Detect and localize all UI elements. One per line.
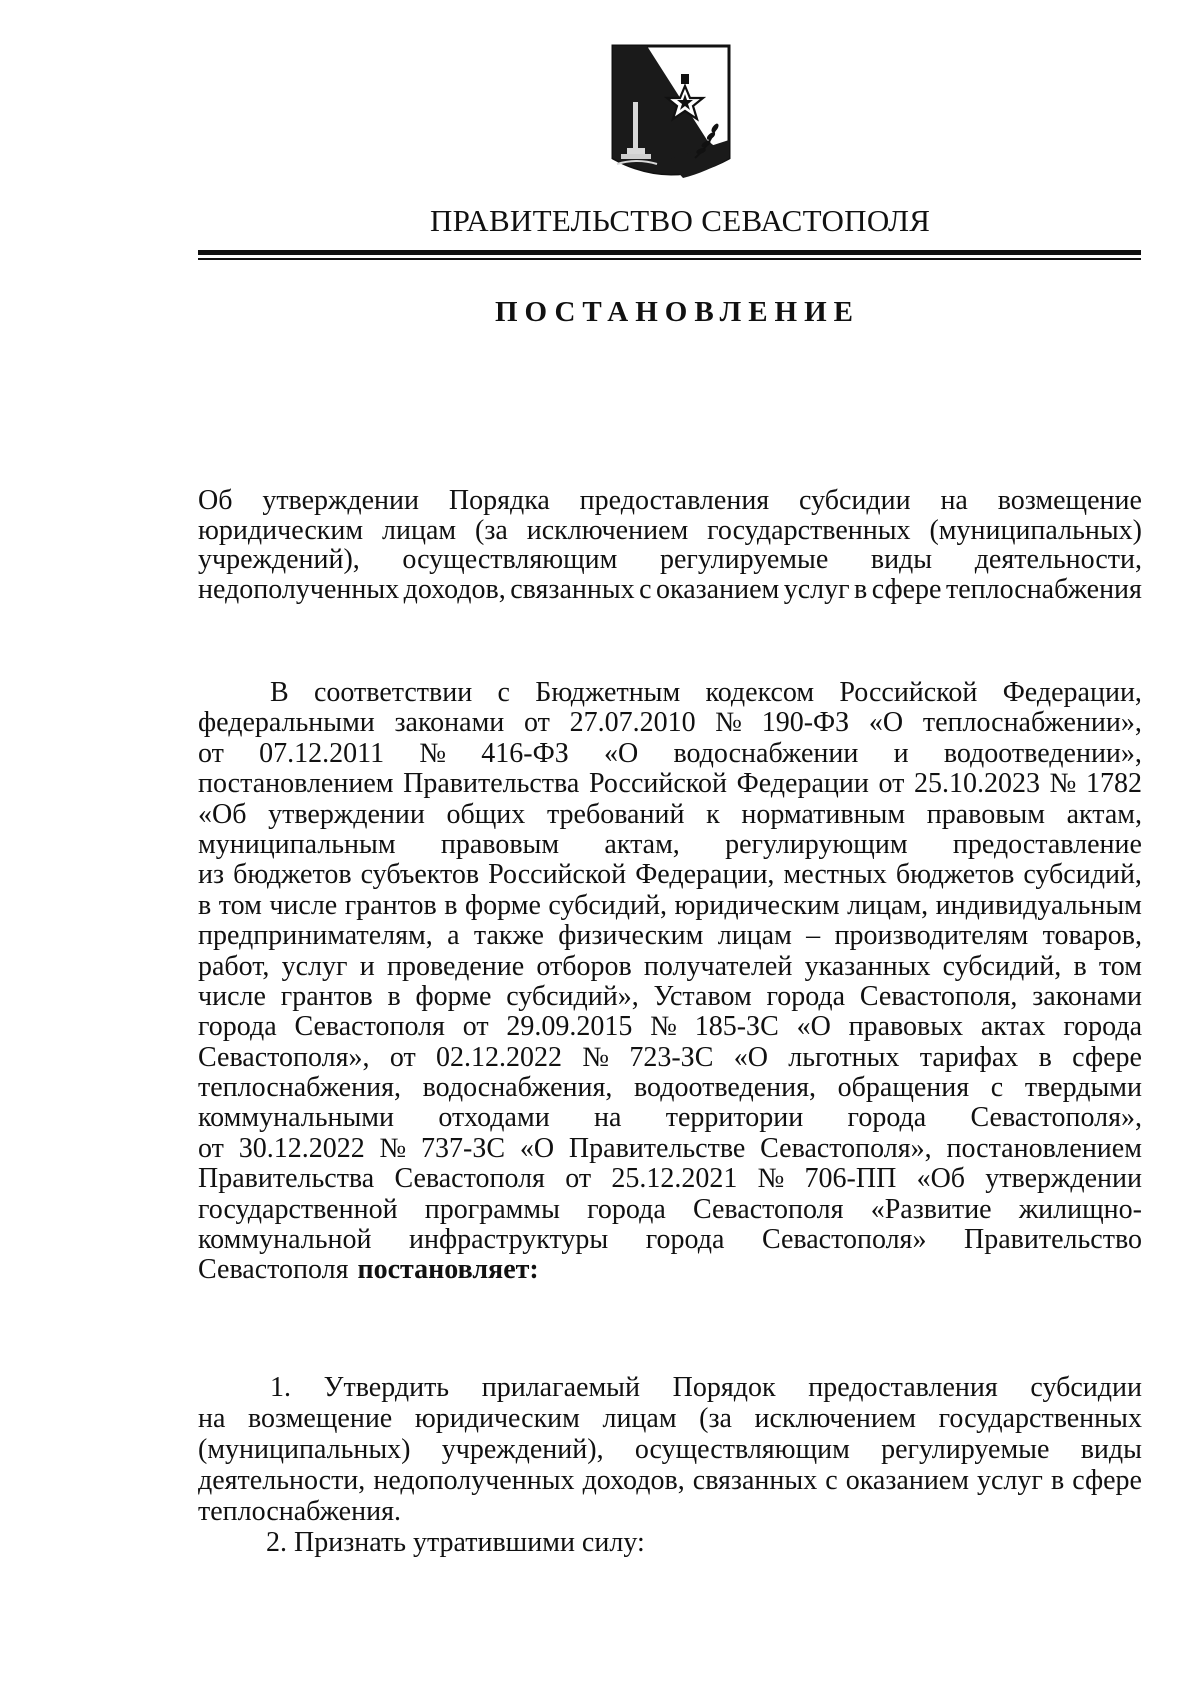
word: коммунальными (198, 1102, 394, 1134)
word: Порядок (672, 1372, 776, 1403)
word: требований (546, 798, 685, 830)
word: Утвердить (323, 1372, 450, 1403)
word: федеральными (198, 707, 375, 739)
word: Севастополя (394, 1163, 545, 1195)
word: на (594, 1102, 622, 1134)
word: субсидии (1030, 1372, 1142, 1403)
decree-item-2-text: 2. Признать утратившими силу: (266, 1527, 645, 1558)
word: актам, (1066, 798, 1142, 830)
word: территории (665, 1102, 804, 1134)
word: от (198, 1132, 224, 1164)
word: связанных (510, 573, 635, 605)
preamble-paragraph (198, 678, 1142, 1286)
title-line (198, 516, 1142, 546)
word: субсидий, (548, 889, 667, 921)
word: тарифах (919, 1041, 1019, 1073)
word: теплоснабжении», (922, 707, 1142, 739)
word: отходами (438, 1102, 550, 1134)
word: также (473, 920, 544, 952)
word: твердыми (1024, 1072, 1142, 1104)
word: субсидий, (1023, 859, 1142, 891)
word: Федерации, (635, 859, 775, 891)
word: Об (198, 485, 233, 516)
word: постановлением (946, 1132, 1142, 1164)
word: с (497, 677, 510, 708)
word: физическим (558, 920, 704, 952)
word: субсидий», (506, 980, 639, 1012)
word: предоставления (808, 1372, 998, 1403)
word: законами (1032, 980, 1142, 1012)
word: Севастополя, (859, 980, 1018, 1012)
word: Правительства (198, 1163, 375, 1195)
word: кодексом (705, 677, 815, 708)
organization-name: ПРАВИТЕЛЬСТВО СЕВАСТОПОЛЯ (430, 203, 931, 238)
word: инфраструктуры (409, 1224, 609, 1256)
word: (муниципальных) (929, 514, 1142, 546)
word: индивидуальным (935, 889, 1142, 921)
word: субъектов (360, 859, 480, 891)
word: от (389, 1041, 416, 1073)
word: сфере (1072, 1041, 1142, 1073)
word: от (565, 1163, 592, 1195)
word: 02.12.2022 (436, 1041, 562, 1073)
word: 723-ЗС (629, 1041, 714, 1073)
word: правовым (440, 828, 560, 860)
word: правовых (848, 1011, 964, 1043)
preamble-line (198, 982, 1142, 1012)
word: сфере (1072, 1465, 1142, 1496)
word: «Развитие (870, 1193, 992, 1225)
word: сфере (871, 573, 942, 605)
word: государственной (198, 1193, 398, 1225)
word: от (198, 737, 224, 769)
word: № (715, 707, 742, 739)
word: возмещение (248, 1403, 393, 1434)
word: 30.12.2022 (238, 1132, 365, 1164)
word: 185-ЗС (694, 1011, 779, 1043)
word: Севастополя», (760, 1132, 932, 1164)
word: регулируемые (881, 1434, 1050, 1465)
word: работ, (198, 950, 270, 982)
word: Севастополя», (198, 1041, 370, 1073)
word: возмещение (997, 485, 1142, 516)
preamble-line (198, 830, 1142, 860)
decree-item-1-line (198, 1403, 1142, 1434)
word: доходов, (403, 573, 506, 605)
header-divider-thin (198, 258, 1141, 260)
word: теплоснабжения, (198, 1072, 401, 1104)
word: от (878, 768, 905, 800)
word: жилищно- (1018, 1193, 1142, 1225)
word: Севастополя» (761, 1224, 927, 1256)
word: отборов (536, 950, 632, 982)
word: местных (783, 859, 887, 891)
word: водоотведении», (943, 737, 1142, 769)
preamble-line (198, 952, 1142, 982)
word: виды (870, 544, 933, 575)
word: Федерации, (1002, 677, 1142, 708)
word: государственных (938, 1403, 1142, 1434)
word: в (854, 573, 868, 605)
word: субсидии (799, 485, 911, 516)
word: города (766, 980, 846, 1012)
document-title (198, 486, 1142, 604)
word: с (990, 1072, 1004, 1104)
preamble-line (198, 1164, 1142, 1194)
word: бюджетов (895, 859, 1015, 891)
word: Севастополя (294, 1011, 445, 1043)
word: Порядка (448, 485, 550, 516)
preamble-line (198, 800, 1142, 830)
word: бюджетов (233, 859, 352, 891)
preamble-line (198, 1195, 1142, 1225)
word: водоснабжении (673, 737, 859, 769)
word: № (379, 1132, 407, 1164)
word: Российской (839, 677, 978, 708)
word: актам, (604, 828, 680, 860)
word: (муниципальных) (198, 1434, 411, 1465)
decree-verb: постановляет: (357, 1254, 539, 1286)
word: Севастополя (692, 1193, 844, 1225)
word: грантов (280, 980, 373, 1012)
word: 737-ЗС (421, 1132, 506, 1164)
word: водоотведения, (634, 1072, 817, 1104)
word: актах (980, 1011, 1046, 1043)
word: № (582, 1041, 610, 1073)
word: исключением (754, 1403, 916, 1434)
preamble-line (198, 1103, 1142, 1133)
word: том (1098, 950, 1142, 982)
word: Правительства (403, 768, 580, 800)
word: Российской (588, 768, 727, 800)
word: льготных (788, 1041, 900, 1073)
word: города (1063, 1011, 1142, 1043)
header-divider-thick (198, 250, 1141, 255)
preamble-line (198, 1043, 1142, 1073)
word: том (218, 889, 262, 921)
document-type-heading: ПОСТАНОВЛЕНИЕ (495, 296, 861, 328)
word: 29.09.2015 (506, 1011, 633, 1043)
word: грантов (344, 889, 437, 921)
word: утверждении (262, 485, 420, 516)
word: прилагаемый (481, 1372, 640, 1403)
word: исключением (526, 514, 689, 546)
word: от (462, 1011, 489, 1043)
preamble-line (198, 891, 1142, 921)
word: связанных (692, 1465, 818, 1496)
word: и (359, 950, 375, 982)
word: с (825, 1465, 838, 1496)
word: Уставом (653, 980, 752, 1012)
word: в (387, 980, 401, 1012)
word: законами (394, 707, 505, 739)
word: в (1038, 1041, 1052, 1073)
word: Российской (488, 859, 627, 891)
preamble-line (198, 769, 1142, 799)
word: (за (475, 514, 508, 546)
word: – (806, 920, 821, 952)
word: форме (465, 889, 541, 921)
word: форме (415, 980, 492, 1012)
word: услуг (977, 1465, 1043, 1496)
word: деятельности, (198, 1465, 366, 1496)
word: субсидий, (942, 950, 1062, 982)
word: доходов, (582, 1465, 685, 1496)
word: а (447, 920, 460, 952)
word: юридическим (674, 889, 840, 921)
word: Федерации (736, 768, 869, 800)
word: предоставления (579, 485, 770, 516)
decree-item-1-line (198, 1372, 1142, 1403)
word: лицам, (847, 889, 929, 921)
word: водоснабжения, (422, 1072, 613, 1104)
word: деятельности, (974, 544, 1142, 575)
word: юридическим (198, 514, 364, 546)
decree-item-1-final-text: теплоснабжения. (198, 1496, 401, 1527)
word: № (757, 1163, 785, 1195)
word: города (587, 1193, 666, 1225)
word: учреждений), (441, 1434, 604, 1465)
word: государственных (707, 514, 911, 546)
word: лицам (717, 920, 792, 952)
word: предпринимателям, (198, 920, 433, 952)
word: услуг (281, 950, 348, 982)
preamble-line (198, 1134, 1142, 1164)
preamble-line-final (198, 1255, 1142, 1285)
word: из (198, 859, 225, 891)
word: В (270, 677, 289, 708)
word: «О (603, 737, 639, 769)
word: оказанием (656, 573, 780, 605)
word: 25.10.2023 (913, 768, 1040, 800)
word: 416-ФЗ (481, 737, 569, 769)
word: Севастополя», (970, 1102, 1142, 1134)
word: услуг (783, 573, 850, 605)
word: в (198, 889, 212, 921)
word: Бюджетным (535, 677, 681, 708)
coat-of-arms-icon (607, 40, 735, 198)
word: учреждений), (198, 544, 360, 575)
word: «Об (198, 798, 247, 830)
word: программы (424, 1193, 560, 1225)
decree-item-2 (198, 1527, 1142, 1558)
word: в (1050, 1465, 1065, 1496)
word: лицам (602, 1403, 677, 1434)
word: и (893, 737, 909, 769)
word: юридическим (414, 1403, 580, 1434)
title-line (198, 575, 1142, 605)
word: с (639, 573, 652, 605)
word: 1782 (1085, 768, 1142, 800)
word: общих (446, 798, 526, 830)
title-line (198, 486, 1142, 516)
word: (за (699, 1403, 732, 1434)
word: теплоснабжения (945, 573, 1142, 605)
word: в (444, 889, 458, 921)
word: числе (198, 980, 266, 1012)
preamble-line (198, 739, 1142, 769)
word: на (940, 485, 968, 516)
decree-items (198, 1372, 1142, 1558)
word: виды (1080, 1434, 1142, 1465)
word: лицам (382, 514, 457, 546)
word: правовым (926, 798, 1045, 830)
word: 07.12.2011 (259, 737, 385, 769)
word: осуществляющим (634, 1434, 850, 1465)
preamble-line (198, 1012, 1142, 1042)
word: товаров, (1042, 920, 1142, 952)
word: № (650, 1011, 677, 1043)
word: от (524, 707, 550, 739)
preamble-line (198, 860, 1142, 890)
word: «О (868, 707, 904, 739)
word: № (1049, 768, 1077, 800)
preamble-line (198, 1225, 1142, 1255)
word: осуществляющим (402, 544, 618, 575)
preamble-line (198, 708, 1142, 738)
decree-item-1-line-final (198, 1496, 1142, 1527)
decree-item-1-line (198, 1465, 1142, 1496)
word: обращения (837, 1072, 970, 1104)
word: к (706, 798, 720, 830)
word: города (847, 1102, 927, 1134)
word: муниципальным (198, 828, 396, 860)
word: получателей (643, 950, 793, 982)
word: 27.07.2010 (569, 707, 696, 739)
preamble-line (198, 921, 1142, 951)
word: № (419, 737, 447, 769)
word: Правительство (964, 1224, 1142, 1256)
word: «О (519, 1132, 555, 1164)
word: утверждении (268, 798, 425, 830)
preamble-line (198, 678, 1142, 708)
word: регулируемые (659, 544, 829, 575)
word: «Об (916, 1163, 966, 1195)
word: на (198, 1403, 226, 1434)
title-line (198, 545, 1142, 575)
word: 706-ПП (804, 1163, 897, 1195)
word: предоставление (952, 828, 1142, 860)
word: утверждении (985, 1163, 1142, 1195)
preamble-final-text: Севастополя (198, 1254, 349, 1286)
word: коммунальной (198, 1224, 372, 1256)
word: города (198, 1011, 277, 1043)
decree-item-1-line (198, 1434, 1142, 1465)
word: недополученных (198, 573, 400, 605)
word: «О (733, 1041, 768, 1073)
word: «О (796, 1011, 831, 1043)
word: 1. (270, 1372, 291, 1403)
word: постановлением (198, 768, 394, 800)
word: регулирующим (725, 828, 908, 860)
word: в (1073, 950, 1087, 982)
word: Правительстве (568, 1132, 746, 1164)
word: недополученных (373, 1465, 575, 1496)
word: 190-ФЗ (761, 707, 850, 739)
word: оказанием (845, 1465, 969, 1496)
word: числе (269, 889, 338, 921)
word: города (645, 1224, 725, 1256)
preamble-line (198, 1073, 1142, 1103)
word: производителям (834, 920, 1029, 952)
word: проведение (386, 950, 525, 982)
word: указанных (804, 950, 931, 982)
word: нормативным (741, 798, 906, 830)
word: соответствии (313, 677, 473, 708)
word: 25.12.2021 (611, 1163, 738, 1195)
